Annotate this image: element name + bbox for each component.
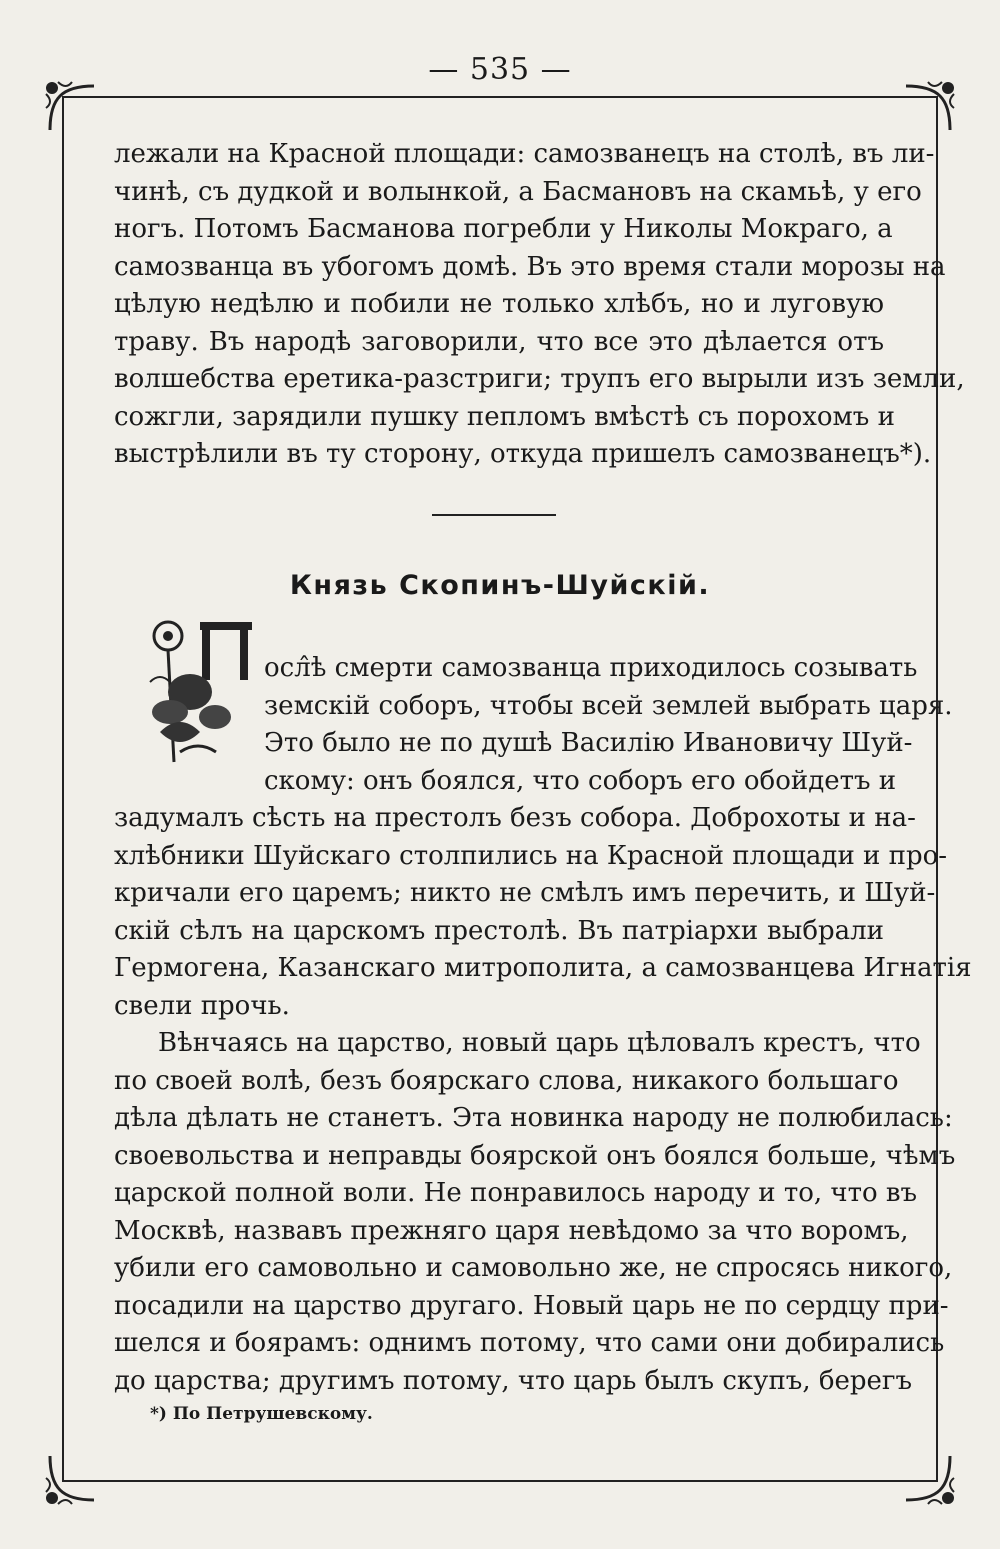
page-number: — 535 — [428,52,572,87]
floral-initial-icon [140,612,260,772]
text-line: Это было не по душѣ Василію Ивановичу Шуй- [264,728,913,758]
text-line: царской полной воли. Не понравилось народу и то, что въ [114,1178,918,1208]
corner-ornament-icon [42,1448,102,1508]
text-line: скому: онъ боялся, что соборъ его обойдетъ и [264,765,897,796]
text-line: ногъ. Потомъ Басманова погребли у Николы Мокраго, а [114,214,893,244]
text-line: чинѣ, съ дудкой и волынкой, а Басмановъ на скамьѣ, у его [114,176,922,207]
text-line: дѣла дѣлать не станетъ. Эта новинка народу не полюбилась: [114,1103,953,1133]
text-line: свели прочь. [114,990,290,1021]
text-line: выстрѣлили въ ту сторону, откуда пришелъ самозванецъ*). [114,439,932,469]
text-line: убили его самовольно и самовольно же, не спросясь никого, [114,1253,953,1283]
text-line: самозванца въ убогомъ домѣ. Въ это время стали морозы на [114,251,946,282]
paragraph-2-beside-initial [264,650,953,800]
text-line: кричали его царемъ; никто не смѣлъ имъ перечить, и Шуй- [114,878,936,908]
corner-ornament-icon [898,1448,958,1508]
paragraph-1 [114,136,965,474]
text-line: по своей волѣ, безъ боярскаго слова, никакого большаго [114,1065,899,1096]
text-line: лежали на Красной площади: самозванецъ на столѣ, въ ли- [114,139,935,169]
corner-ornament-icon [42,78,102,138]
paragraph-2 [114,800,972,1025]
chapter-title: Князь Скопинъ-Шуйскій. [289,570,711,601]
text-line: хлѣбники Шуйскаго столпились на Красной площади и про- [114,840,948,871]
text-line: сожгли, зарядили пушку пепломъ вмѣстѣ съ порохомъ и [114,401,895,432]
text-line: Вѣнчаясь на царство, новый царь цѣловалъ крестъ, что [158,1028,921,1058]
text-line: осл̂ѣ смерти самозванца приходилось созывать [264,653,918,683]
paragraph-3 [114,1025,956,1400]
text-line: земскій соборъ, чтобы всей землей выбрать царя. [264,690,953,721]
text-line: своевольства и неправды боярской онъ боялся больше, чѣмъ [114,1140,956,1171]
section-divider [432,514,556,516]
text-line: цѣлую недѣлю и побили не только хлѣбъ, но и луговую [114,289,884,319]
text-line: задумалъ сѣсть на престолъ безъ собора. Доброхоты и на- [114,803,916,833]
text-line: Москвѣ, назвавъ прежняго царя невѣдомо за что воромъ, [114,1215,909,1246]
text-line: траву. Въ народѣ заговорили, что все это дѣлается отъ [114,326,884,357]
corner-ornament-icon [898,78,958,138]
text-line: Гермогена, Казанскаго митрополита, а самозванцева Игнатія [114,953,972,983]
text-line: шелся и боярамъ: однимъ потому, что сами они добирались [114,1328,945,1358]
footnote: *) По Петрушевскому. [150,1404,373,1424]
text-line: волшебства еретика-разстриги; трупъ его вырыли изъ земли, [114,364,965,394]
text-line: до царства; другимъ потому, что царь былъ скупъ, берегъ [114,1365,913,1396]
text-line: скій сѣлъ на царскомъ престолѣ. Въ патріархи выбрали [114,915,884,946]
text-line: посадили на царство другаго. Новый царь не по сердцу при- [114,1290,949,1321]
